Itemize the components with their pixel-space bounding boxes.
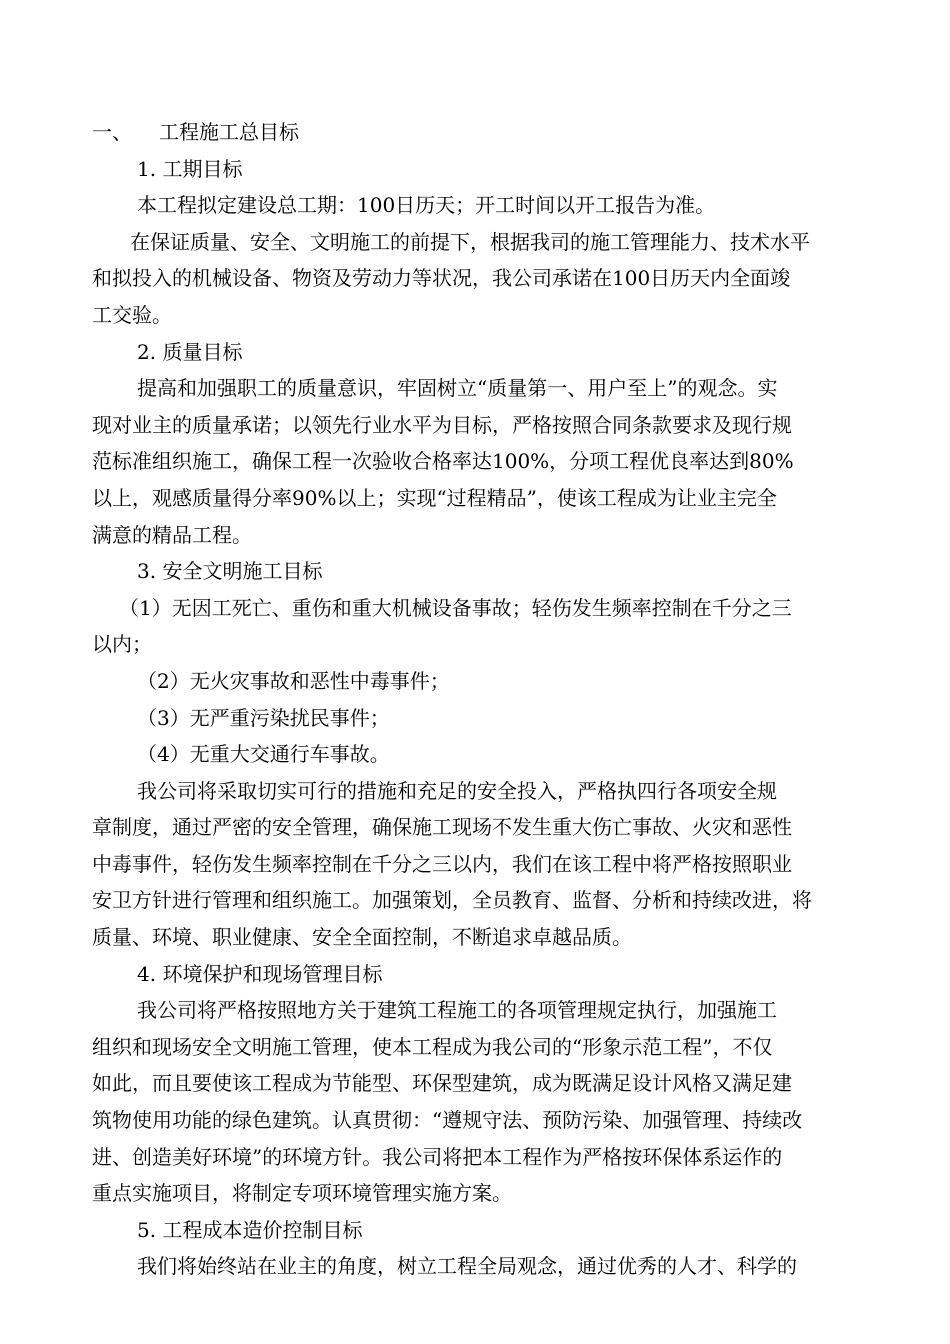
list-item: （4）无重大交通行车事故。 bbox=[137, 742, 390, 767]
list-item: （2）无火灾事故和恶性中毒事件； bbox=[137, 668, 450, 693]
schedule-paragraph: 本工程拟定建设总工期：100日历天；开工时间以开工报告为准。 bbox=[137, 193, 716, 218]
safety-heading: 3. 安全文明施工目标 bbox=[137, 559, 323, 584]
paragraph-line: 我公司将严格按照地方关于建筑工程施工的各项管理规定执行，加强施工 bbox=[137, 998, 777, 1023]
paragraph-line: 我公司将采取切实可行的措施和充足的安全投入，严格执四行各项安全规 bbox=[137, 778, 777, 803]
quality-heading: 2. 质量目标 bbox=[137, 339, 243, 364]
paragraph-line: 工交验。 bbox=[92, 302, 172, 327]
section-heading bbox=[92, 114, 862, 151]
paragraph-line: 以上，观感质量得分率90%以上；实现“过程精品”，使该工程成为让业主完全 bbox=[92, 485, 777, 510]
schedule-heading: 1. 工期目标 bbox=[137, 156, 243, 181]
paragraph-line: 如此，而且要使该工程成为节能型、环保型建筑，成为既满足设计风格又满足建 bbox=[92, 1071, 792, 1096]
list-item: （3）无严重污染扰民事件； bbox=[137, 705, 390, 730]
list-item-continuation: 以内； bbox=[92, 632, 152, 657]
paragraph-line: 安卫方针进行管理和组织施工。加强策划，全员教育、监督、分析和持续改进，将 bbox=[92, 888, 812, 913]
paragraph-line: 筑物使用功能的绿色建筑。认真贯彻：“遵规守法、预防污染、加强管理、持续改 bbox=[92, 1108, 803, 1133]
paragraph-line: 进、创造美好环境”的环境方针。我公司将把本工程作为严格按环保体系运作的 bbox=[92, 1144, 783, 1169]
paragraph-line: 中毒事件，轻伤发生频率控制在千分之三以内，我们在该工程中将严格按照职业 bbox=[92, 851, 792, 876]
paragraph-line: 现对业主的质量承诺；以领先行业水平为目标，严格按照合同条款要求及现行规 bbox=[92, 412, 792, 437]
paragraph-line: 组织和现场安全文明施工管理，使本工程成为我公司的“形象示范工程”，不仅 bbox=[92, 1034, 773, 1059]
section-title: 工程施工总目标 bbox=[159, 120, 299, 144]
environment-heading: 4. 环境保护和现场管理目标 bbox=[137, 961, 383, 986]
document-page bbox=[92, 114, 862, 1285]
paragraph-line: 质量、环境、职业健康、安全全面控制，不断追求卓越品质。 bbox=[92, 925, 632, 950]
paragraph-line: 满意的精品工程。 bbox=[92, 522, 252, 547]
list-item: （1）无因工死亡、重伤和重大机械设备事故；轻伤发生频率控制在千分之三 bbox=[119, 595, 792, 620]
cost-heading: 5. 工程成本造价控制目标 bbox=[137, 1217, 363, 1242]
paragraph-line: 章制度，通过严密的安全管理，确保施工现场不发生重大伤亡事故、火灾和恶性 bbox=[92, 815, 792, 840]
paragraph-line: 重点实施项目，将制定专项环境管理实施方案。 bbox=[92, 1181, 512, 1206]
paragraph-line: 我们将始终站在业主的角度，树立工程全局观念，通过优秀的人才、科学的 bbox=[137, 1254, 797, 1279]
paragraph-line: 在保证质量、安全、文明施工的前提下，根据我司的施工管理能力、技术水平 bbox=[130, 229, 810, 254]
paragraph-line: 范标准组织施工，确保工程一次验收合格率达100%，分项工程优良率达到80% bbox=[92, 449, 794, 474]
paragraph-line: 提高和加强职工的质量意识，牢固树立“质量第一、用户至上”的观念。实 bbox=[137, 376, 778, 401]
paragraph-line: 和拟投入的机械设备、物资及劳动力等状况，我公司承诺在100日历天内全面竣 bbox=[92, 266, 791, 291]
section-number: 一、 bbox=[92, 120, 132, 144]
